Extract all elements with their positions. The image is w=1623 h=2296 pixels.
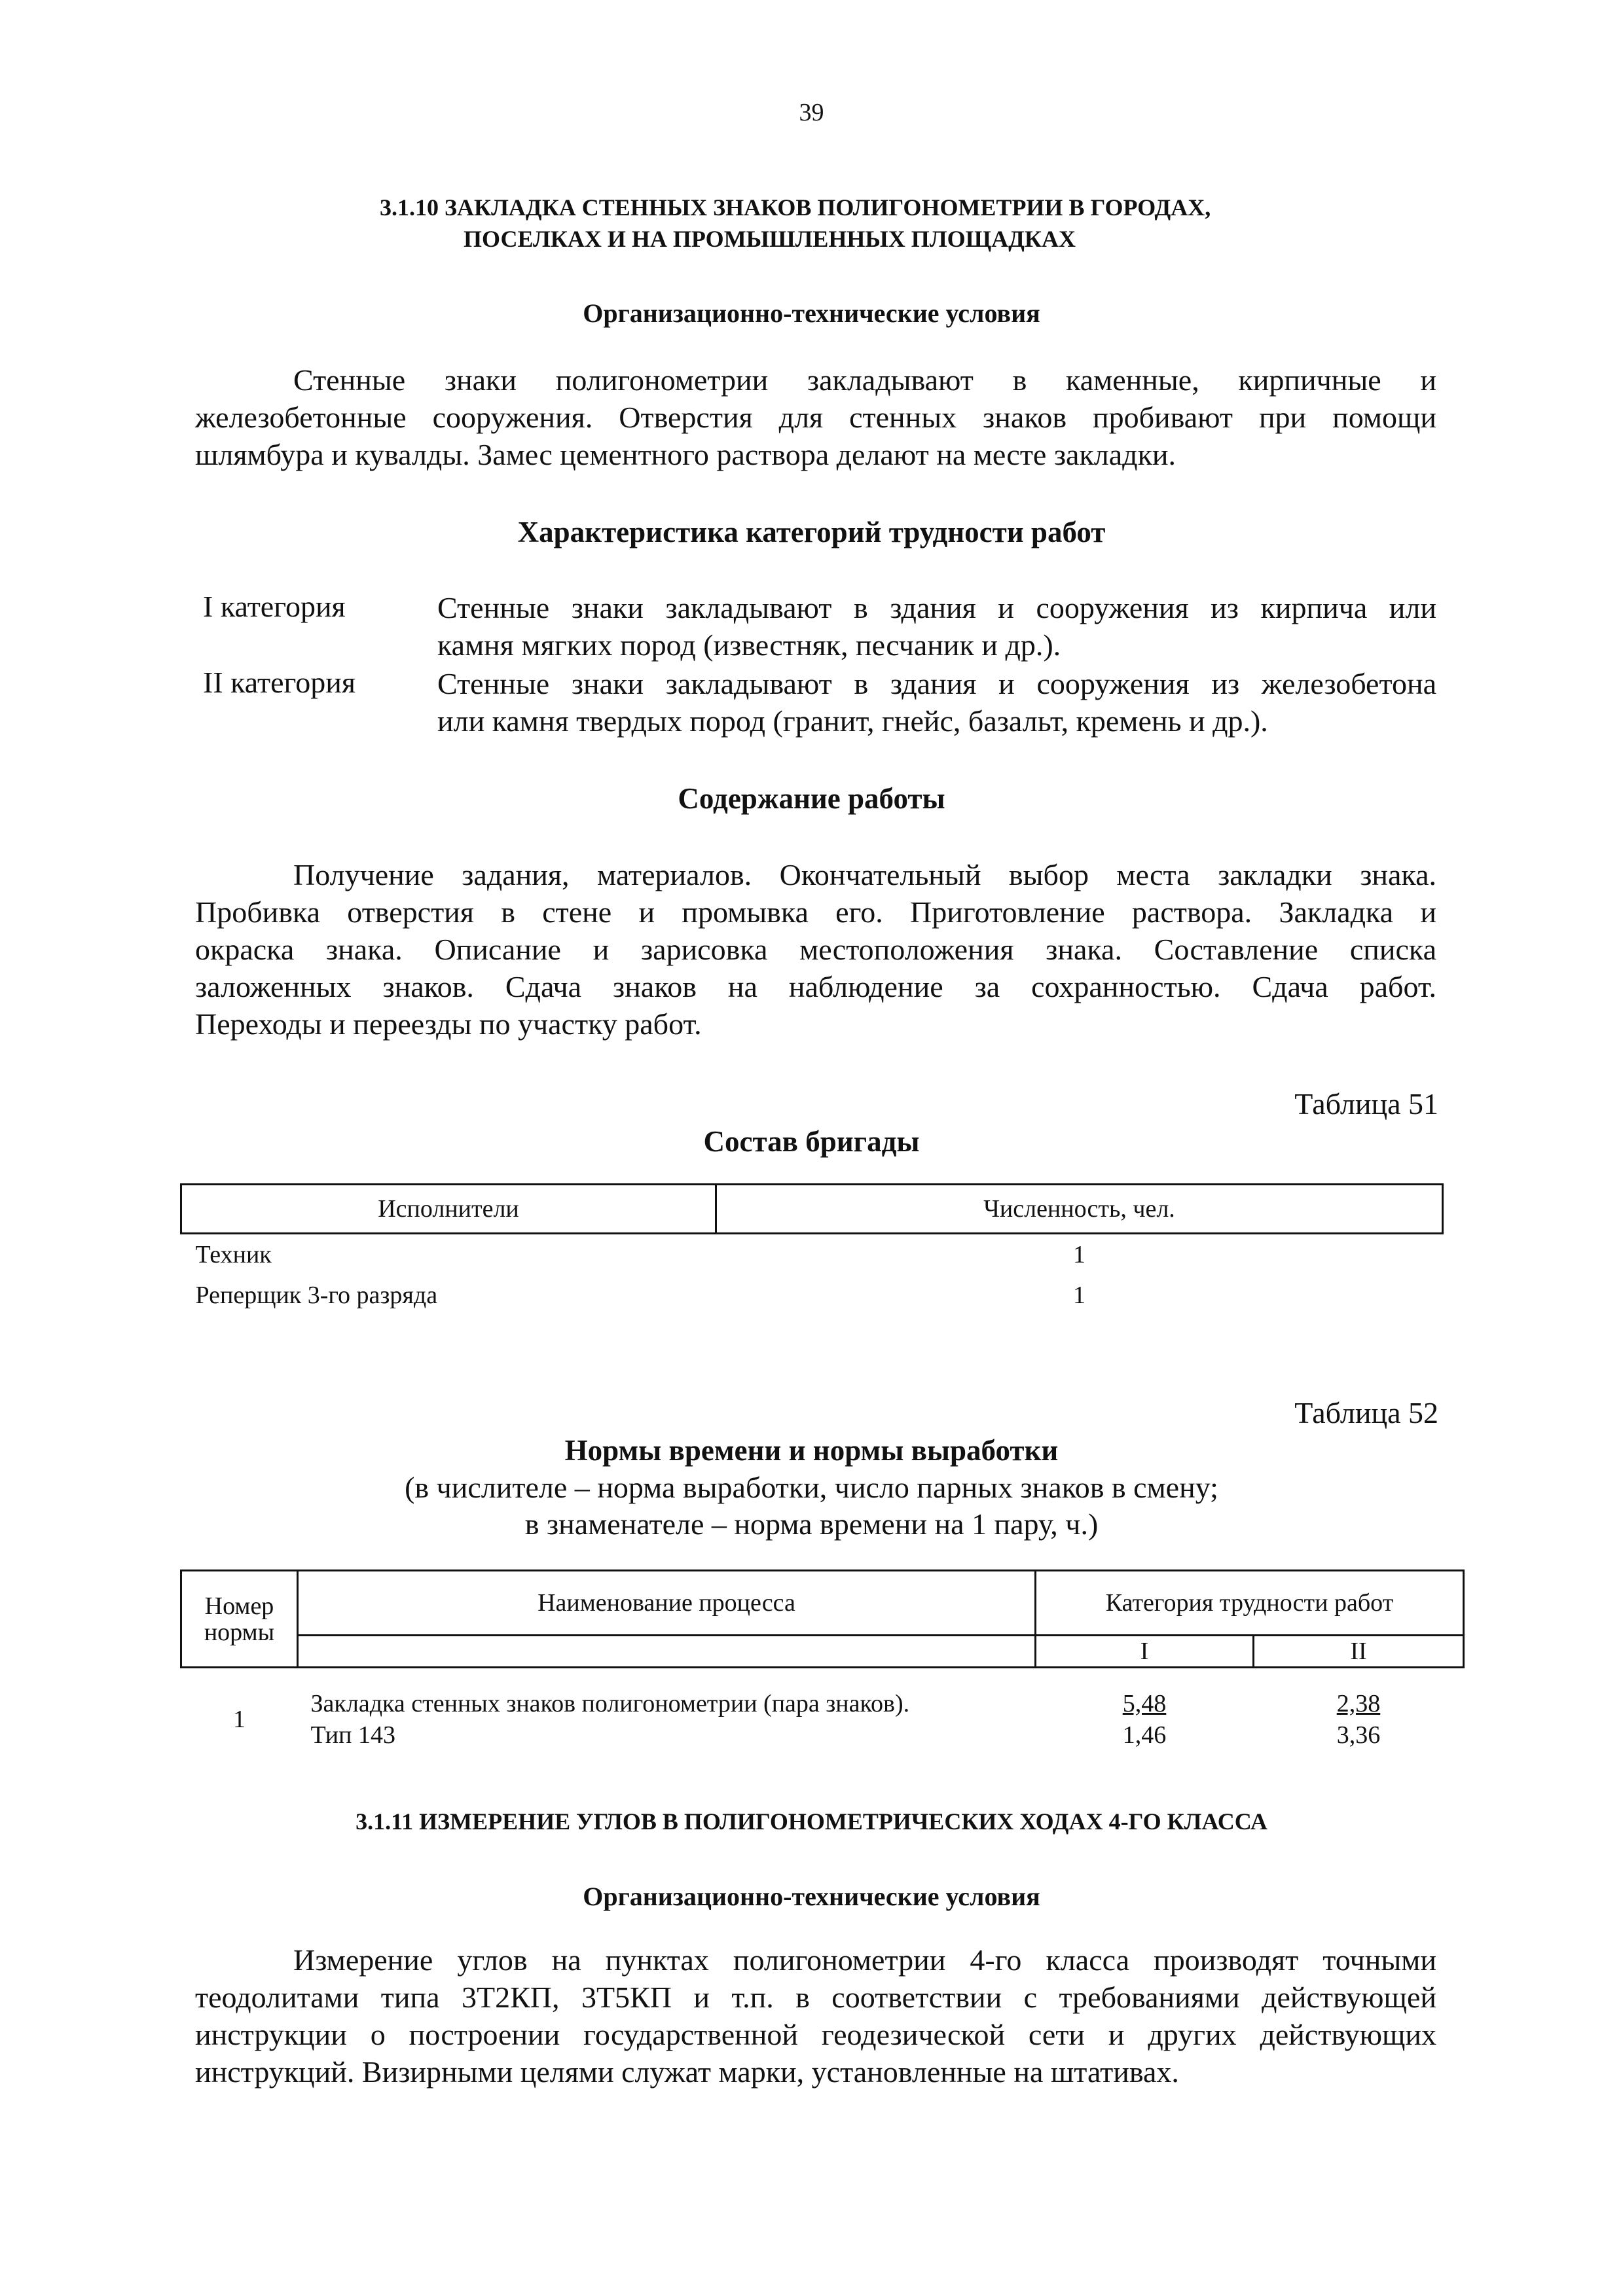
org-heading: Организационно-технические условия	[583, 1882, 1040, 1911]
work-paragraph	[195, 856, 1436, 1043]
table-number: Таблица 51	[1294, 1087, 1438, 1121]
column-header: Исполнители	[181, 1185, 716, 1234]
column-header-cat1: I	[1036, 1636, 1254, 1668]
table-cell: 1	[1073, 1241, 1085, 1268]
paragraph-line: Получение задания, материалов. Окончательный выбор места закладки знака.	[293, 858, 1436, 891]
table-row	[181, 1668, 1464, 1689]
category-name: I категория	[203, 590, 346, 623]
section-title-line2: ПОСЕЛКАХ И НА ПРОМЫШЛЕННЫХ ПЛОЩАДКАХ	[464, 226, 1076, 252]
paragraph-line: заложенных знаков. Сдача знаков на наблюдение за сохранностью. Сдача работ.	[195, 970, 1436, 1003]
category-description	[437, 665, 1436, 740]
paragraph-line: шлямбура и кувалды. Замес цементного раствора делают на месте закладки.	[195, 438, 1176, 471]
table-cell: Реперщик 3-го разряда	[195, 1282, 438, 1309]
paragraph-line: теодолитами типа 3Т2КП, 3Т5КП и т.п. в соответствии с требованиями действующей	[195, 1981, 1436, 2014]
paragraph-line: окраска знака. Описание и зарисовка местоположения знака. Составление списка	[195, 933, 1436, 966]
crew-table	[180, 1183, 1444, 1316]
column-header-number: Номер нормы	[181, 1571, 298, 1668]
column-header: Численность, чел.	[716, 1185, 1443, 1234]
cat2-values	[1254, 1688, 1464, 1751]
table-subtitle: в знаменателе – норма времени на 1 пару, ч.)	[524, 1507, 1099, 1541]
cat1-numerator: 5,48	[1122, 1690, 1167, 1717]
norm-number: 1	[233, 1706, 246, 1733]
paragraph-line: Переходы и переезды по участку работ.	[195, 1007, 702, 1041]
category-name: II категория	[203, 666, 356, 699]
categories-heading: Характеристика категорий трудности работ	[517, 516, 1106, 548]
section-title: 3.1.11 ИЗМЕРЕНИЕ УГЛОВ В ПОЛИГОНОМЕТРИЧЕСКИХ ХОДАХ 4-ГО КЛАССА	[356, 1808, 1267, 1835]
norms-table	[180, 1570, 1465, 1751]
table-cell: Техник	[195, 1241, 272, 1268]
table-cell: 1	[1073, 1282, 1085, 1309]
table-title: Нормы времени и нормы выработки	[564, 1434, 1059, 1467]
paragraph-line: железобетонные сооружения. Отверстия для стенных знаков пробивают при помощи	[195, 401, 1436, 434]
work-heading: Содержание работы	[678, 782, 945, 815]
description-line: Стенные знаки закладывают в здания и сооружения из железобетона	[437, 667, 1436, 700]
table-row	[181, 1234, 1443, 1276]
process-line: Тип 143	[310, 1721, 395, 1749]
column-header-process: Наименование процесса	[298, 1571, 1036, 1636]
paragraph-line: Пробивка отверстия в стене и промывка его. Приготовление раствора. Закладка и	[195, 895, 1436, 929]
cat2-numerator: 2,38	[1336, 1690, 1381, 1717]
table-number: Таблица 52	[1294, 1396, 1438, 1429]
page-number: 39	[799, 99, 824, 126]
table-title: Состав бригады	[703, 1125, 920, 1158]
process-line: Закладка стенных знаков полигонометрии (пара знаков).	[310, 1690, 910, 1717]
table-row	[181, 1688, 1464, 1751]
description-line: Стенные знаки закладывают в здания и сооружения из кирпича или	[437, 591, 1436, 624]
description-line: камня мягких пород (известняк, песчаник и др.).	[437, 628, 1061, 662]
angles-paragraph	[195, 1941, 1436, 2090]
section-title-line1: 3.1.10 ЗАКЛАДКА СТЕННЫХ ЗНАКОВ ПОЛИГОНОМЕТРИИ В ГОРОДАХ,	[380, 194, 1211, 221]
column-header-empty	[298, 1636, 1036, 1668]
table-subtitle: (в числителе – норма выработки, число парных знаков в смену;	[405, 1471, 1218, 1504]
org-paragraph	[195, 361, 1436, 473]
org-heading: Организационно-технические условия	[583, 298, 1040, 328]
paragraph-line: Стенные знаки полигонометрии закладывают в каменные, кирпичные и	[293, 363, 1436, 397]
table-row	[181, 1275, 1443, 1316]
process-name	[298, 1688, 1036, 1751]
paragraph-line: Измерение углов на пунктах полигонометрии 4-го класса производят точными	[293, 1943, 1436, 1977]
paragraph-line: инструкций. Визирными целями служат марки, установленные на штативах.	[195, 2055, 1179, 2089]
cat1-values	[1036, 1688, 1254, 1751]
column-header-cat2: II	[1254, 1636, 1464, 1668]
paragraph-line: инструкции о построении государственной геодезической сети и других действующих	[195, 2018, 1436, 2051]
column-header-category: Категория трудности работ	[1036, 1571, 1464, 1636]
category-description	[437, 589, 1436, 664]
cat2-denominator: 3,36	[1336, 1721, 1381, 1749]
cat1-denominator: 1,46	[1122, 1721, 1167, 1749]
description-line: или камня твердых пород (гранит, гнейс, базальт, кремень и др.).	[437, 704, 1268, 738]
